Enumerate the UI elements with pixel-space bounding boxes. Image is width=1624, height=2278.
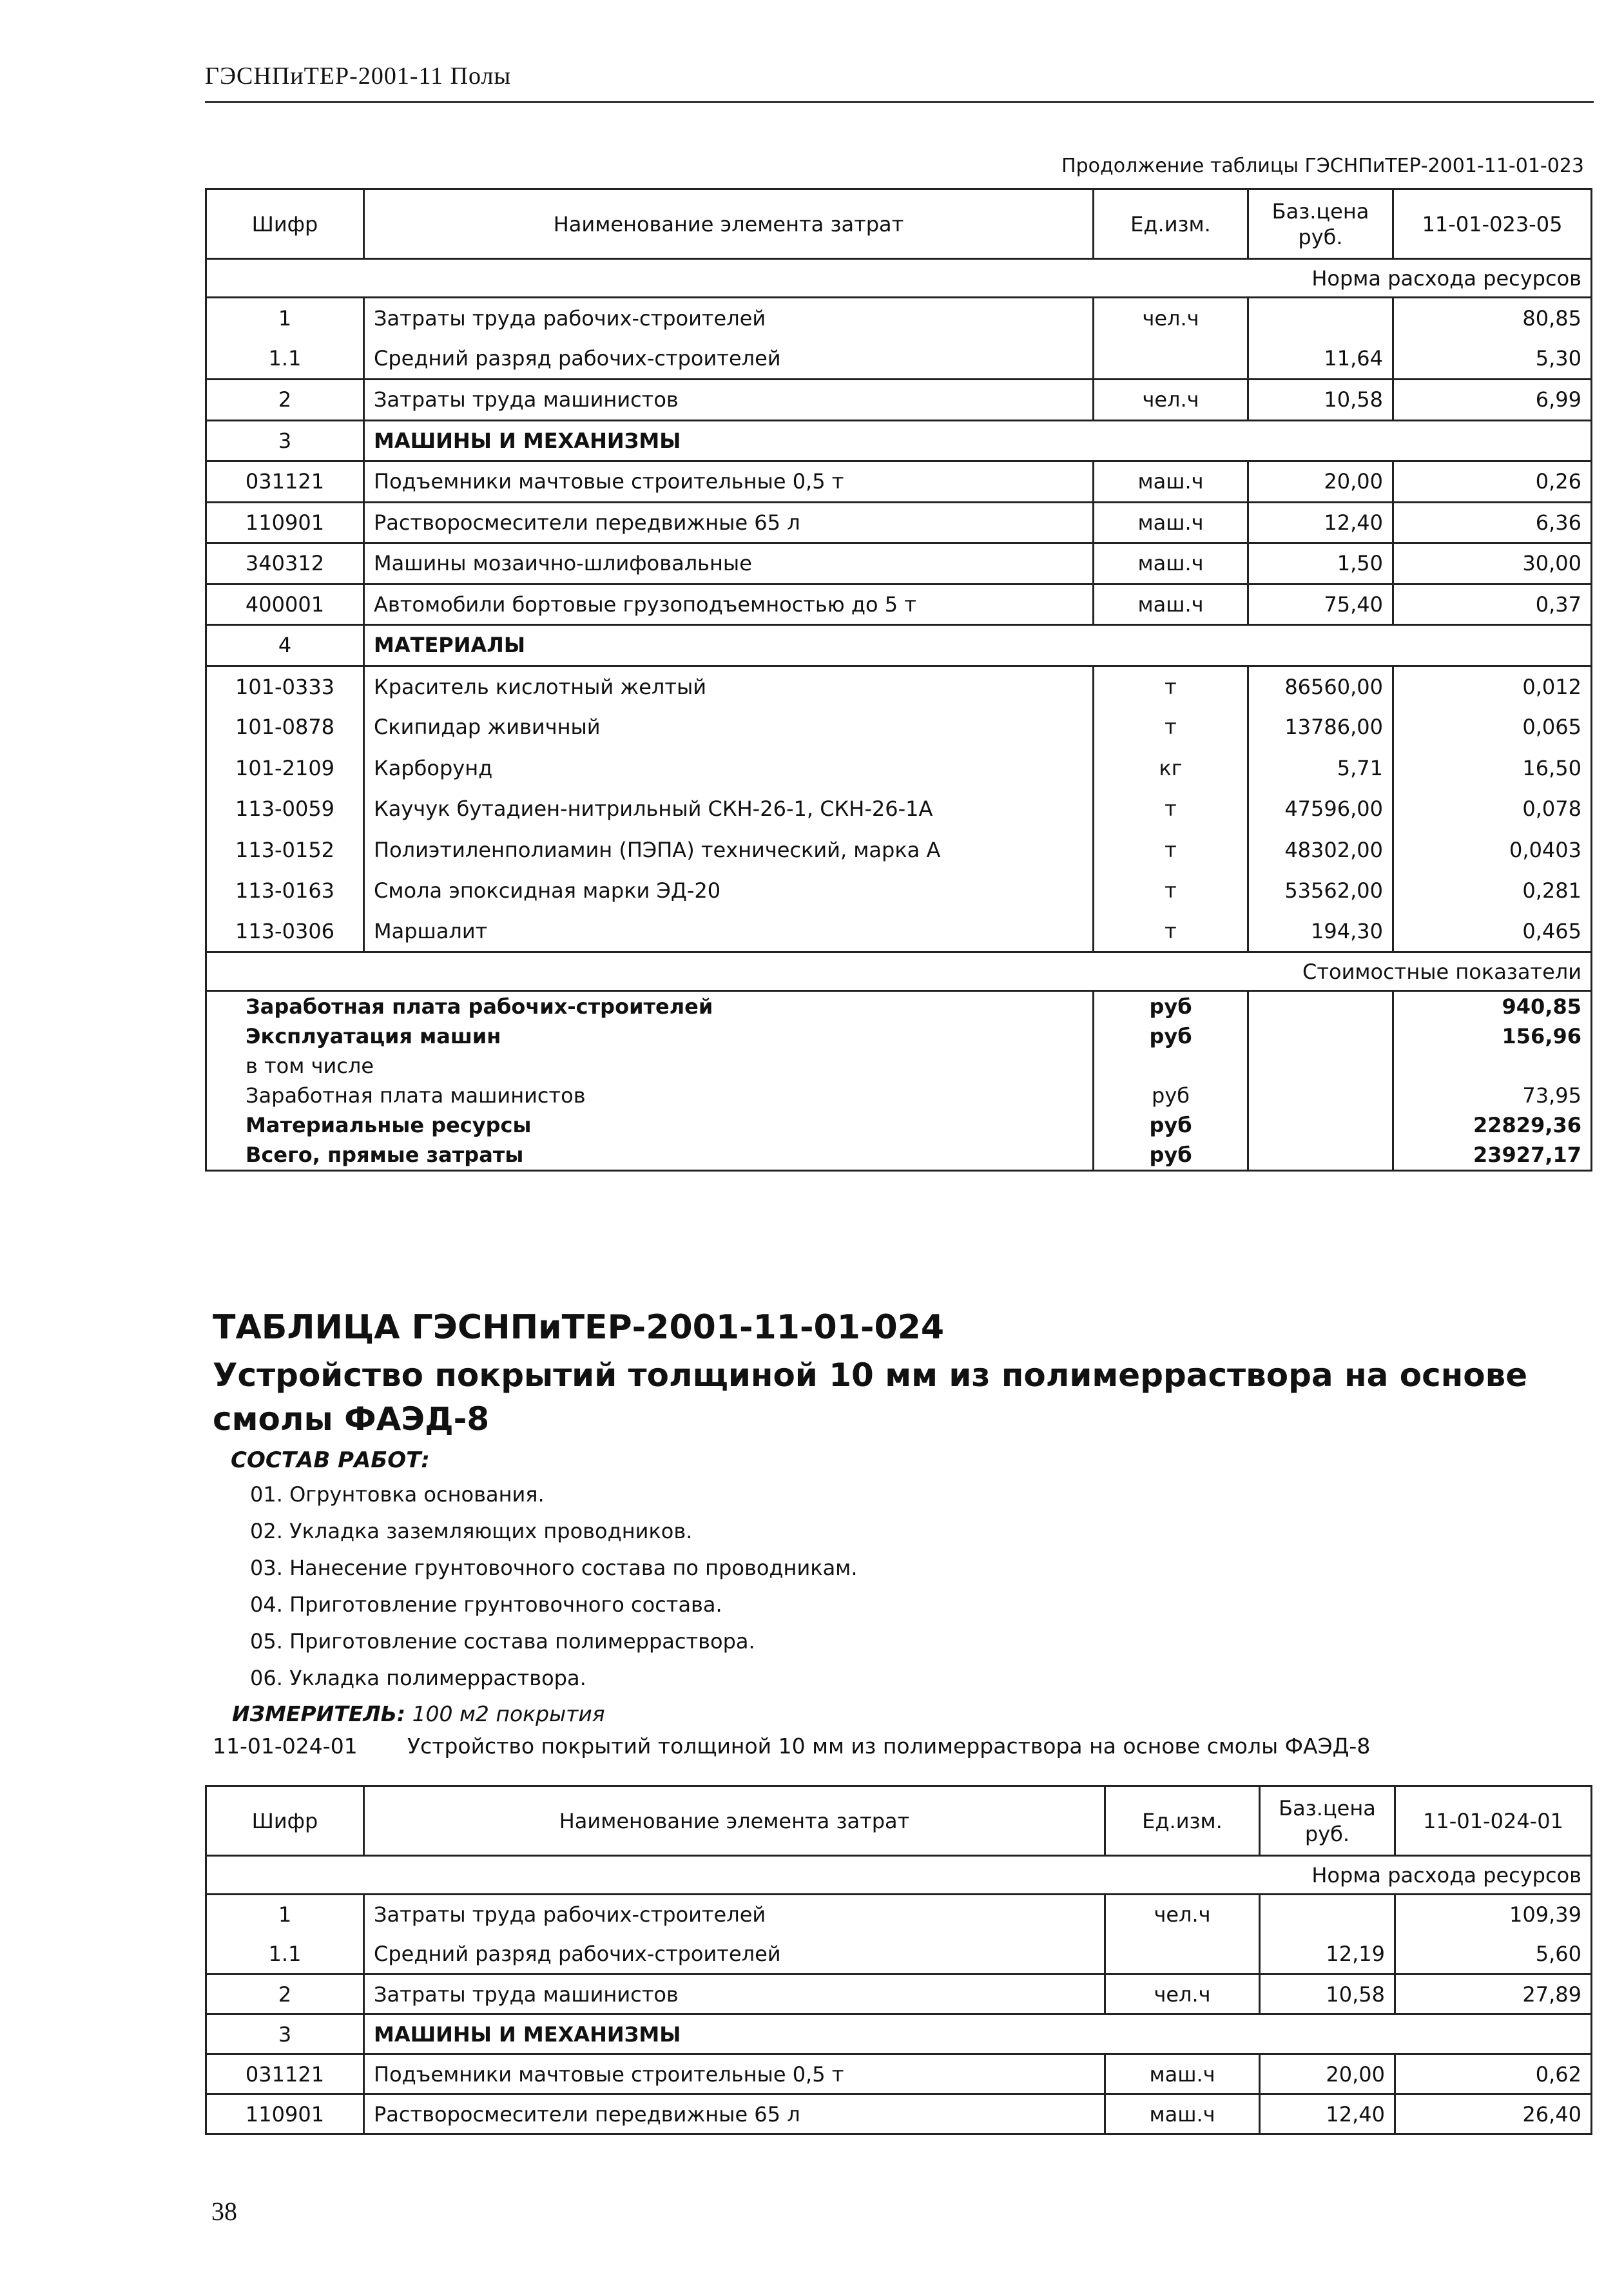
cell-unit: т xyxy=(1094,707,1248,748)
cell-value: 26,40 xyxy=(1395,2094,1592,2134)
header-price: Баз.цена руб. xyxy=(1260,1786,1395,1856)
cell-code: 2 xyxy=(206,380,364,421)
header-price: Баз.цена руб. xyxy=(1248,189,1393,259)
cell-price: 75,40 xyxy=(1248,584,1393,625)
cell-name: Затраты труда рабочих-строителей xyxy=(364,298,1094,339)
cell-price: 53562,00 xyxy=(1248,871,1393,912)
work-item: 02. Укладка заземляющих проводников. xyxy=(250,1519,693,1543)
cell-name: Машины мозаично-шлифовальные xyxy=(364,543,1094,584)
cell-price: 10,58 xyxy=(1248,380,1393,421)
header-rule xyxy=(205,101,1594,103)
cell-price xyxy=(1248,298,1393,339)
cost-value: 23927,17 xyxy=(1393,1140,1592,1171)
cell-code: 110901 xyxy=(206,502,364,543)
cell-code: 031121 xyxy=(206,2054,364,2094)
cell-unit: чел.ч xyxy=(1094,380,1248,421)
cell-code: 1 xyxy=(206,298,364,339)
cell-unit: т xyxy=(1094,871,1248,912)
table-row xyxy=(206,666,1592,707)
cell-name: Затраты труда машинистов xyxy=(364,380,1094,421)
table-row xyxy=(206,1974,1592,2014)
cell-value: 0,26 xyxy=(1393,461,1592,503)
cost-row xyxy=(206,1110,1592,1140)
header-unit: Ед.изм. xyxy=(1094,189,1248,259)
section-norm: Норма расхода ресурсов xyxy=(206,1856,1592,1895)
table-row xyxy=(206,502,1592,543)
cell-value: 0,37 xyxy=(1393,584,1592,625)
cost-row xyxy=(206,1021,1592,1051)
cell-name: Каучук бутадиен-нитрильный СКН-26-1, СКН-26-1А xyxy=(364,789,1094,830)
cost-row xyxy=(206,1051,1592,1081)
cell-value: 30,00 xyxy=(1393,543,1592,584)
table-row xyxy=(206,2094,1592,2134)
cell-price xyxy=(1260,1895,1395,1935)
cost-empty xyxy=(1248,1140,1393,1171)
table-row xyxy=(206,380,1592,421)
cell-price: 20,00 xyxy=(1248,461,1393,503)
header-code: Шифр xyxy=(206,189,364,259)
cost-unit: руб xyxy=(1094,991,1248,1022)
work-item: 01. Огрунтовка основания. xyxy=(250,1482,545,1507)
cell-code: 1.1 xyxy=(206,338,364,380)
header-unit: Ед.изм. xyxy=(1105,1786,1260,1856)
cell-name: Карборунд xyxy=(364,748,1094,789)
cell-unit: маш.ч xyxy=(1094,461,1248,503)
work-item: 03. Нанесение грунтовочного состава по проводникам. xyxy=(250,1556,858,1580)
cell-code: 1 xyxy=(206,1895,364,1935)
cost-value: 156,96 xyxy=(1393,1021,1592,1051)
continuation-caption: Продолжение таблицы ГЭСНПиТЕР-2001-11-01-023 xyxy=(1061,155,1584,177)
cell-price: 12,40 xyxy=(1248,502,1393,543)
cell-name: Средний разряд рабочих-строителей xyxy=(364,1935,1105,1974)
work-item: 05. Приготовление состава полимерраствора. xyxy=(250,1629,755,1654)
cell-value: 0,281 xyxy=(1393,871,1592,912)
cell-code: 340312 xyxy=(206,543,364,584)
cell-name: Растворосмесители передвижные 65 л xyxy=(364,502,1094,543)
cell-name: Затраты труда рабочих-строителей xyxy=(364,1895,1105,1935)
cell-unit: т xyxy=(1094,829,1248,871)
cell-name: Затраты труда машинистов xyxy=(364,1974,1105,2014)
table-title: ТАБЛИЦА ГЭСНПиТЕР-2001-11-01-024 xyxy=(213,1308,945,1347)
cell-unit: маш.ч xyxy=(1094,543,1248,584)
cost-unit: руб xyxy=(1094,1021,1248,1051)
cell-unit: т xyxy=(1094,911,1248,952)
cell-unit: чел.ч xyxy=(1105,1974,1260,2014)
cost-label: Заработная плата рабочих-строителей xyxy=(206,991,1094,1022)
cost-value: 22829,36 xyxy=(1393,1110,1592,1140)
table-row xyxy=(206,789,1592,830)
cost-value: 73,95 xyxy=(1393,1081,1592,1110)
cell-unit: маш.ч xyxy=(1094,584,1248,625)
header-name: Наименование элемента затрат xyxy=(364,189,1094,259)
table-row xyxy=(206,543,1592,584)
page-number: 38 xyxy=(211,2197,237,2226)
cost-label: в том числе xyxy=(206,1051,1094,1081)
cell-unit: маш.ч xyxy=(1105,2094,1260,2134)
cell-name: Смола эпоксидная марки ЭД-20 xyxy=(364,871,1094,912)
cell-code: 113-0163 xyxy=(206,871,364,912)
cell-value: 0,065 xyxy=(1393,707,1592,748)
table-row xyxy=(206,625,1592,666)
cell-code: 1.1 xyxy=(206,1935,364,1974)
table-row xyxy=(206,911,1592,952)
cell-price: 1,50 xyxy=(1248,543,1393,584)
cell-code: 101-2109 xyxy=(206,748,364,789)
cell-name: Подъемники мачтовые строительные 0,5 т xyxy=(364,2054,1105,2094)
cost-empty xyxy=(1248,1081,1393,1110)
cost-unit: руб xyxy=(1094,1081,1248,1110)
cell-value: 5,30 xyxy=(1393,338,1592,380)
cell-code: 110901 xyxy=(206,2094,364,2134)
table-row xyxy=(206,420,1592,461)
table-row xyxy=(206,2054,1592,2094)
cell-code: 2 xyxy=(206,1974,364,2014)
cell-price: 5,71 xyxy=(1248,748,1393,789)
table-row xyxy=(206,1895,1592,1935)
cell-name: Маршалит xyxy=(364,911,1094,952)
cell-value: 16,50 xyxy=(1393,748,1592,789)
cost-value: 940,85 xyxy=(1393,991,1592,1022)
cell-name: Полиэтиленполиамин (ПЭПА) технический, марка А xyxy=(364,829,1094,871)
cell-value: 80,85 xyxy=(1393,298,1592,339)
cell-price: 20,00 xyxy=(1260,2054,1395,2094)
header-norm-code: 11-01-023-05 xyxy=(1393,189,1592,259)
cell-unit: т xyxy=(1094,789,1248,830)
section-cost: Стоимостные показатели xyxy=(206,952,1592,991)
cell-price: 11,64 xyxy=(1248,338,1393,380)
table-row xyxy=(206,829,1592,871)
work-item: 06. Укладка полимерраствора. xyxy=(250,1666,586,1690)
cost-empty xyxy=(1248,1110,1393,1140)
running-head: ГЭСНПиТЕР-2001-11 Полы xyxy=(205,63,512,90)
cell-unit xyxy=(1105,1935,1260,1974)
table-row xyxy=(206,748,1592,789)
cell-price: 12,40 xyxy=(1260,2094,1395,2134)
cell-code: 400001 xyxy=(206,584,364,625)
table-subtitle: Устройство покрытий толщиной 10 мм из полимерраствора на основе смолы ФАЭД-8 xyxy=(213,1356,1528,1438)
cell-code: 3 xyxy=(206,420,364,461)
cost-unit: руб xyxy=(1094,1110,1248,1140)
work-item: 04. Приготовление грунтовочного состава. xyxy=(250,1592,722,1617)
variant-text: Устройство покрытий толщиной 10 мм из полимерраствора на основе смолы ФАЭД-8 xyxy=(407,1733,1371,1759)
cell-code: 113-0306 xyxy=(206,911,364,952)
cost-label: Материальные ресурсы xyxy=(206,1110,1094,1140)
cost-row xyxy=(206,991,1592,1022)
table-row xyxy=(206,1935,1592,1974)
table-row xyxy=(206,461,1592,503)
cell-value: 0,012 xyxy=(1393,666,1592,707)
cell-value: 6,36 xyxy=(1393,502,1592,543)
cell-price: 194,30 xyxy=(1248,911,1393,952)
cell-unit: чел.ч xyxy=(1094,298,1248,339)
header-norm-code: 11-01-024-01 xyxy=(1395,1786,1592,1856)
cell-unit xyxy=(1094,338,1248,380)
cell-price: 10,58 xyxy=(1260,1974,1395,2014)
cell-name: Краситель кислотный желтый xyxy=(364,666,1094,707)
cell-value: 0,078 xyxy=(1393,789,1592,830)
table-row xyxy=(206,871,1592,912)
cost-unit: руб xyxy=(1094,1140,1248,1171)
section-norm: Норма расхода ресурсов xyxy=(206,259,1592,298)
cell-unit: кг xyxy=(1094,748,1248,789)
cell-value: 0,62 xyxy=(1395,2054,1592,2094)
cell-code: 4 xyxy=(206,625,364,666)
table-row xyxy=(206,2014,1592,2054)
cell-value: 0,465 xyxy=(1393,911,1592,952)
cell-name: Подъемники мачтовые строительные 0,5 т xyxy=(364,461,1094,503)
group-heading: МАТЕРИАЛЫ xyxy=(364,625,1592,666)
measure-value: 100 м2 покрытия xyxy=(412,1701,605,1726)
cell-value: 109,39 xyxy=(1395,1895,1592,1935)
variant-code: 11-01-024-01 xyxy=(213,1733,358,1759)
cell-code: 113-0059 xyxy=(206,789,364,830)
cell-value: 27,89 xyxy=(1395,1974,1592,2014)
works-heading: СОСТАВ РАБОТ: xyxy=(231,1447,430,1473)
cell-unit: маш.ч xyxy=(1105,2054,1260,2094)
cell-unit: т xyxy=(1094,666,1248,707)
cell-unit: чел.ч xyxy=(1105,1895,1260,1935)
cost-row xyxy=(206,1081,1592,1110)
cell-name: Растворосмесители передвижные 65 л xyxy=(364,2094,1105,2134)
cell-code: 101-0333 xyxy=(206,666,364,707)
table-row xyxy=(206,584,1592,625)
cell-unit: маш.ч xyxy=(1094,502,1248,543)
cell-price: 12,19 xyxy=(1260,1935,1395,1974)
table-row xyxy=(206,338,1592,380)
cell-price: 47596,00 xyxy=(1248,789,1393,830)
resource-table-023 xyxy=(205,188,1592,1172)
cell-code: 101-0878 xyxy=(206,707,364,748)
cell-value: 0,0403 xyxy=(1393,829,1592,871)
cell-code: 031121 xyxy=(206,461,364,503)
cost-label: Заработная плата машинистов xyxy=(206,1081,1094,1110)
cost-unit xyxy=(1094,1051,1248,1081)
table-row xyxy=(206,298,1592,339)
cost-row xyxy=(206,1140,1592,1171)
header-code: Шифр xyxy=(206,1786,364,1856)
cell-name: Средний разряд рабочих-строителей xyxy=(364,338,1094,380)
resource-table-024 xyxy=(205,1785,1592,2135)
cost-empty xyxy=(1248,1051,1393,1081)
group-heading: МАШИНЫ И МЕХАНИЗМЫ xyxy=(364,420,1592,461)
cost-label: Эксплуатация машин xyxy=(206,1021,1094,1051)
group-heading: МАШИНЫ И МЕХАНИЗМЫ xyxy=(364,2014,1592,2054)
cell-price: 48302,00 xyxy=(1248,829,1393,871)
cell-value: 5,60 xyxy=(1395,1935,1592,1974)
header-name: Наименование элемента затрат xyxy=(364,1786,1105,1856)
cost-empty xyxy=(1248,1021,1393,1051)
cost-value xyxy=(1393,1051,1592,1081)
cost-empty xyxy=(1248,991,1393,1022)
cell-value: 6,99 xyxy=(1393,380,1592,421)
cost-label: Всего, прямые затраты xyxy=(206,1140,1094,1171)
cell-code: 3 xyxy=(206,2014,364,2054)
measure-line xyxy=(232,1701,605,1726)
cell-price: 13786,00 xyxy=(1248,707,1393,748)
table-row xyxy=(206,707,1592,748)
cell-price: 86560,00 xyxy=(1248,666,1393,707)
cell-name: Автомобили бортовые грузоподъемностью до 5 т xyxy=(364,584,1094,625)
cell-code: 113-0152 xyxy=(206,829,364,871)
measure-label: ИЗМЕРИТЕЛЬ: xyxy=(232,1701,406,1726)
cell-name: Скипидар живичный xyxy=(364,707,1094,748)
